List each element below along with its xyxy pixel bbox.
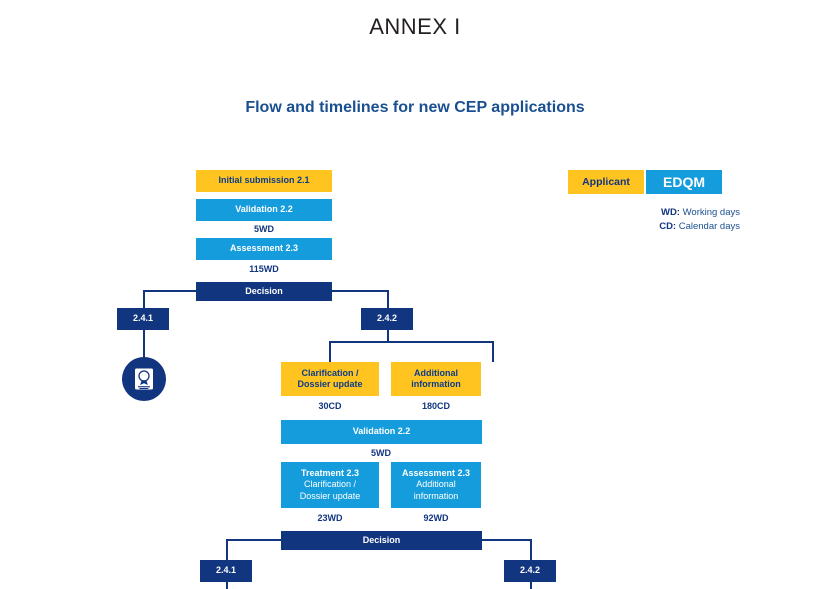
- page-title: ANNEX I: [369, 14, 461, 39]
- connector-decision2-right: [482, 539, 532, 541]
- connector-decision2-left-down: [226, 539, 228, 560]
- connector-242-split: [329, 341, 494, 343]
- node-additional-info-line-1: Additional: [414, 367, 458, 378]
- node-initial-submission-label: Initial submission 2.1: [218, 175, 310, 186]
- connector-241-to-certificate: [143, 330, 145, 358]
- legend-wd-text: Working days: [679, 207, 740, 218]
- node-branch-242-top-label: 2.4.2: [376, 313, 398, 324]
- legend-cd-text: Calendar days: [676, 220, 740, 232]
- legend-edqm-box: [646, 170, 722, 194]
- node-validation-1-label: Validation 2.2: [235, 204, 293, 215]
- connector-decision1-right: [332, 290, 389, 292]
- connector-242-bottom-down: [530, 582, 532, 589]
- legend-wd-line: [560, 206, 740, 220]
- timeline-5wd-2: 5WD: [371, 448, 391, 458]
- node-assessment-2-title: Assessment 2.3: [401, 468, 471, 479]
- node-assessment-2-sub-2: information: [413, 490, 459, 501]
- flowchart-title: Flow and timelines for new CEP applications: [245, 99, 585, 116]
- timeline-5wd-1: 5WD: [254, 224, 274, 234]
- node-validation-2: [281, 420, 482, 444]
- legend-applicant-box: [568, 170, 644, 194]
- node-branch-241-bottom: [200, 560, 252, 582]
- node-validation-1: [196, 199, 332, 221]
- legend-cd-abbr: CD:: [659, 220, 677, 232]
- legend-wd-abbr: WD:: [660, 207, 680, 218]
- node-decision-2-label: Decision: [362, 534, 401, 545]
- node-additional-info-line-2: information: [411, 379, 461, 389]
- connector-241-bottom-down: [226, 582, 228, 589]
- certificate-icon: [122, 357, 166, 401]
- node-validation-2-label: Validation 2.2: [352, 426, 411, 437]
- node-branch-241-bottom-label: 2.4.1: [215, 565, 237, 576]
- legend-abbreviations: [560, 206, 740, 234]
- connector-decision1-right-down: [387, 290, 389, 308]
- timeline-30cd: 30CD: [318, 401, 342, 411]
- node-assessment-1: [196, 238, 332, 260]
- legend-applicant-label: Applicant: [582, 176, 630, 188]
- node-assessment-2: [391, 462, 481, 508]
- node-decision-1: [196, 282, 332, 301]
- node-additional-information: [391, 362, 481, 396]
- node-branch-241-top: [117, 308, 169, 330]
- node-branch-242-bottom-label: 2.4.2: [519, 565, 541, 576]
- node-branch-242-top: [361, 308, 413, 330]
- node-treatment-sub-2: Dossier update: [299, 490, 361, 501]
- connector-242-to-clarification: [329, 341, 331, 362]
- connector-242-to-additional: [492, 341, 494, 362]
- node-decision-2: [281, 531, 482, 550]
- connector-decision2-right-down: [530, 539, 532, 560]
- timeline-180cd: 180CD: [421, 401, 450, 411]
- node-assessment-1-label: Assessment 2.3: [229, 243, 299, 254]
- node-clarification-line-2: Dossier update: [297, 379, 363, 389]
- legend-cd-line: [560, 220, 740, 234]
- node-branch-241-top-label: 2.4.1: [132, 313, 154, 324]
- node-clarification-dossier-update: [281, 362, 379, 396]
- node-treatment-title: Treatment 2.3: [300, 468, 360, 479]
- node-branch-242-bottom: [504, 560, 556, 582]
- node-decision-1-label: Decision: [245, 285, 283, 296]
- connector-decision1-left: [143, 290, 197, 292]
- timeline-115wd: 115WD: [249, 264, 279, 274]
- node-treatment-23: [281, 462, 379, 508]
- timeline-92wd: 92WD: [423, 513, 449, 523]
- connector-decision1-left-down: [143, 290, 145, 308]
- node-initial-submission: [196, 170, 332, 192]
- node-clarification-line-1: Clarification /: [301, 367, 359, 378]
- node-treatment-sub-1: Clarification /: [303, 479, 357, 490]
- timeline-23wd: 23WD: [317, 513, 343, 523]
- legend-edqm-label: EDQM: [663, 174, 705, 190]
- connector-decision2-left: [226, 539, 282, 541]
- node-assessment-2-sub-1: Additional: [416, 479, 456, 490]
